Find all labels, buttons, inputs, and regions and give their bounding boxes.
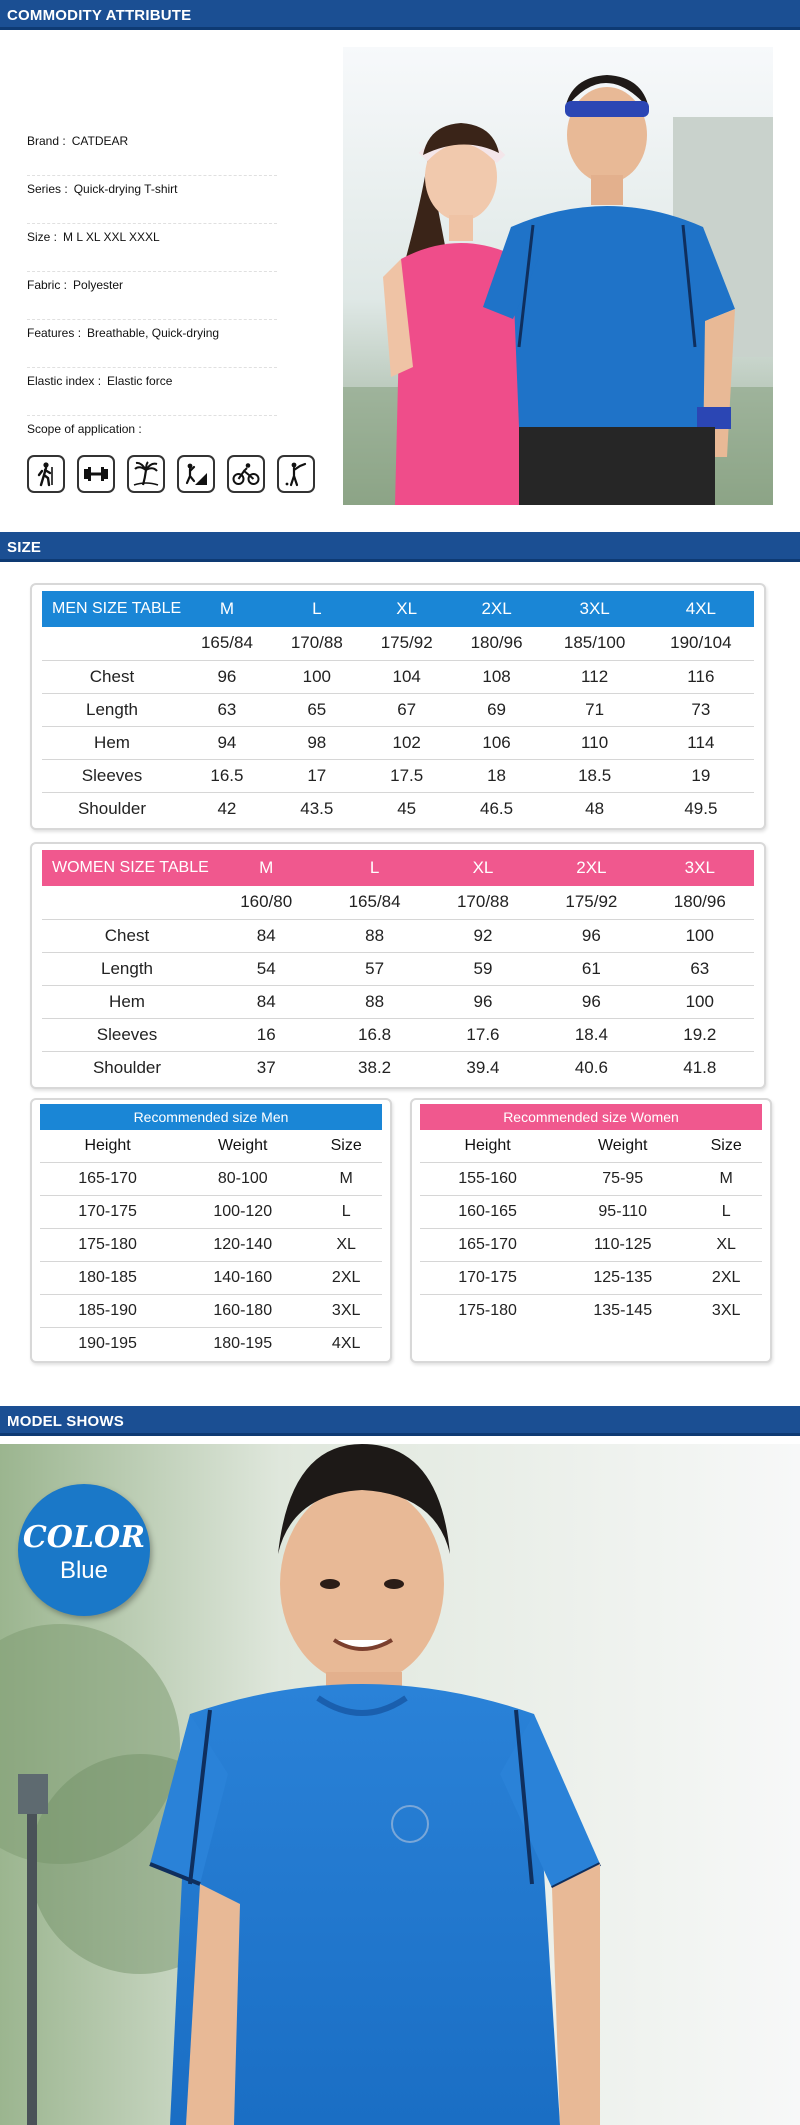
recommended-men-panel [30,1098,392,1363]
table-cell: 190/104 [648,627,754,660]
table-cell: 39.4 [466,1057,500,1077]
table-cell: 110 [542,726,648,759]
table-cell: 59 [429,952,537,985]
couple-model-photo [343,47,773,505]
table-row [420,1294,762,1327]
attribute-key: Elastic index : [27,374,102,388]
table-row [40,1162,382,1195]
table-cell: 110-125 [555,1228,690,1261]
table-cell: 100-120 [175,1195,310,1228]
table-row [42,693,754,726]
table-cell: 104 [362,660,452,693]
table-cell: 175-180 [40,1228,175,1261]
table-cell: 120-140 [175,1228,310,1261]
table-cell: 88 [320,919,428,952]
table-cell: 175-180 [458,1301,517,1319]
table-row [42,919,754,952]
women-size-panel [30,842,766,1089]
table-cell: 114 [648,726,754,759]
fitness-icon [77,455,115,493]
row-label: Sleeves [42,759,182,792]
attribute-list [27,128,327,464]
attribute-key: Series : [27,182,68,196]
table-cell: 96 [537,919,645,952]
table-cell: 180/96 [646,886,754,919]
table-cell: 180-195 [213,1334,273,1352]
table-cell: 100 [646,985,754,1018]
table-row [42,1051,754,1084]
table-cell: 18.4 [537,1018,645,1051]
section-title: SIZE [7,539,42,556]
table-cell: 100 [272,660,362,693]
row-label: Chest [42,919,212,952]
table-cell: 165/84 [182,627,272,660]
attribute-key: Scope of application : [27,422,142,436]
table-title: WOMEN SIZE TABLE [52,859,209,876]
table-row [42,886,754,919]
table-cell: 3XL [711,1301,741,1319]
table-cell: 94 [182,726,272,759]
attribute-key: Brand : [27,134,66,148]
table-header-row [420,1130,762,1162]
section-title: MODEL SHOWS [7,1413,124,1430]
table-cell: 170/88 [429,886,537,919]
table-cell: 190-195 [78,1334,137,1352]
attribute-value: Quick-drying T-shirt [73,182,178,196]
attribute-value: Polyester [73,278,124,292]
table-row [42,952,754,985]
women-size-table [42,850,754,1084]
men-size-table [42,591,754,825]
table-cell: 2XL [310,1261,382,1294]
row-label: Hem [42,985,212,1018]
table-cell: 185/100 [542,627,648,660]
table-cell: 43.5 [300,798,334,818]
table-cell: 155-160 [420,1162,555,1195]
section-header-size [0,532,800,562]
table-cell: 175/92 [362,627,452,660]
table-row [40,1195,382,1228]
table-cell: 170/88 [272,627,362,660]
climbing-icon [177,455,215,493]
table-cell: 92 [429,919,537,952]
row-label: Length [42,693,182,726]
table-cell: L [310,1195,382,1228]
table-cell: M [690,1162,762,1195]
attribute-key: Fabric : [27,278,68,292]
table-cell: 96 [182,660,272,693]
attribute-row [27,176,277,224]
table-header-row [40,1130,382,1162]
column-header: Weight [555,1130,690,1162]
table-row [40,1327,382,1360]
table-cell: 63 [182,693,272,726]
table-cell: 45 [397,798,417,818]
table-cell: 16.8 [320,1018,428,1051]
table-cell: 170-175 [40,1195,175,1228]
table-cell: 84 [212,919,320,952]
row-label: Shoulder [92,1057,162,1077]
table-cell: 69 [452,693,542,726]
table-cell: 67 [362,693,452,726]
table-cell: 170-175 [420,1261,555,1294]
row-label: Sleeves [42,1018,212,1051]
column-header: Height [40,1130,175,1162]
size-column-header: 2XL [481,599,512,618]
attribute-row [27,320,277,368]
section-header-attribute [0,0,800,30]
men-size-panel [30,583,766,830]
color-badge-label: COLOR [22,1520,146,1555]
table-cell: 17.6 [429,1018,537,1051]
size-column-header: XL [396,599,418,618]
table-cell: XL [690,1228,762,1261]
table-row [42,985,754,1018]
table-cell: 75-95 [555,1162,690,1195]
column-header: Height [420,1130,555,1162]
attribute-row [27,224,277,272]
table-cell: 42 [217,798,237,818]
table-cell: 102 [362,726,452,759]
table-cell: 140-160 [175,1261,310,1294]
table-row [420,1261,762,1294]
recommended-women-table [420,1104,762,1327]
attribute-row [27,368,277,416]
table-row [42,759,754,792]
table-cell: 17.5 [362,759,452,792]
table-row [420,1228,762,1261]
table-cell: 180/96 [452,627,542,660]
size-column-header: 3XL [684,858,715,877]
hiking-icon [27,455,65,493]
table-cell: 54 [212,952,320,985]
size-column-header: XL [472,858,494,877]
table-cell: 95-110 [555,1195,690,1228]
column-header: Weight [175,1130,310,1162]
table-cell: XL [310,1228,382,1261]
table-cell: L [690,1195,762,1228]
table-cell: 57 [320,952,428,985]
table-cell: 125-135 [555,1261,690,1294]
table-row [42,627,754,660]
table-cell: 16 [212,1018,320,1051]
column-header: Size [690,1130,762,1162]
recommended-title: Recommended size Men [40,1104,382,1130]
table-row [42,660,754,693]
table-cell: 135-145 [593,1301,653,1319]
beach-icon [127,455,165,493]
table-row [42,1018,754,1051]
table-cell: 46.5 [480,798,514,818]
table-row [420,1162,762,1195]
table-cell: 38.2 [358,1057,392,1077]
color-badge [18,1484,150,1616]
size-column-header: L [312,599,322,618]
attribute-value: M L XL XXL XXXL [63,230,160,244]
recommended-title: Recommended size Women [420,1104,762,1130]
size-column-header: M [219,599,235,618]
table-cell: 185-190 [40,1294,175,1327]
size-column-header: 4XL [685,599,716,618]
row-label: Shoulder [77,798,147,818]
recommended-men-table [40,1104,382,1360]
row-label: Hem [42,726,182,759]
attribute-row [27,128,277,176]
table-cell: 98 [272,726,362,759]
table-cell: 88 [320,985,428,1018]
row-label: Length [42,952,212,985]
attribute-key: Size : [27,230,58,244]
table-cell: 18 [452,759,542,792]
table-row [42,726,754,759]
table-cell: 165-170 [420,1228,555,1261]
table-cell: 41.8 [683,1057,717,1077]
table-cell: 19.2 [646,1018,754,1051]
attribute-value: Elastic force [107,374,173,388]
table-cell: 80-100 [175,1162,310,1195]
table-cell: 61 [537,952,645,985]
table-cell: 73 [648,693,754,726]
cycling-icon [227,455,265,493]
table-cell: 71 [542,693,648,726]
table-header-row [42,591,754,627]
table-cell: 116 [648,660,754,693]
table-row [40,1228,382,1261]
table-row [42,792,754,825]
section-title: COMMODITY ATTRIBUTE [7,7,192,24]
scope-icons [27,455,315,493]
golf-icon [277,455,315,493]
table-row [420,1195,762,1228]
table-cell: 37 [256,1057,276,1077]
attribute-value: Breathable, Quick-drying [87,326,220,340]
table-cell: 106 [452,726,542,759]
table-cell: 160/80 [212,886,320,919]
table-row [40,1261,382,1294]
table-cell: 160-165 [420,1195,555,1228]
section-header-model [0,1406,800,1436]
table-cell: M [310,1162,382,1195]
recommended-women-panel [410,1098,772,1363]
table-cell: 165/84 [320,886,428,919]
table-cell: 17 [272,759,362,792]
table-cell: 108 [452,660,542,693]
table-cell: 165-170 [40,1162,175,1195]
table-cell: 160-180 [175,1294,310,1327]
size-column-header: L [369,858,380,877]
size-column-header: 3XL [579,599,610,618]
table-cell: 180-185 [40,1261,175,1294]
table-row [40,1294,382,1327]
table-cell: 3XL [310,1294,382,1327]
column-header: Size [310,1130,382,1162]
table-cell: 49.5 [684,798,718,818]
table-cell: 19 [648,759,754,792]
table-header-row [42,850,754,886]
table-cell: 18.5 [542,759,648,792]
table-cell: 84 [212,985,320,1018]
table-cell: 16.5 [182,759,272,792]
table-cell: 40.6 [574,1057,608,1077]
table-cell: 175/92 [537,886,645,919]
table-cell: 112 [542,660,648,693]
attribute-row [27,272,277,320]
attribute-key: Features : [27,326,82,340]
row-label: Chest [42,660,182,693]
size-column-header: 2XL [576,858,607,877]
table-title: MEN SIZE TABLE [52,600,182,617]
size-column-header: M [259,858,274,877]
table-cell: 96 [537,985,645,1018]
table-cell: 48 [585,798,605,818]
color-badge-value: Blue [59,1557,109,1584]
table-cell: 2XL [690,1261,762,1294]
table-cell: 4XL [331,1334,361,1352]
table-cell: 100 [646,919,754,952]
attribute-value: CATDEAR [71,134,129,148]
table-cell: 65 [272,693,362,726]
table-cell: 63 [646,952,754,985]
table-cell: 96 [429,985,537,1018]
